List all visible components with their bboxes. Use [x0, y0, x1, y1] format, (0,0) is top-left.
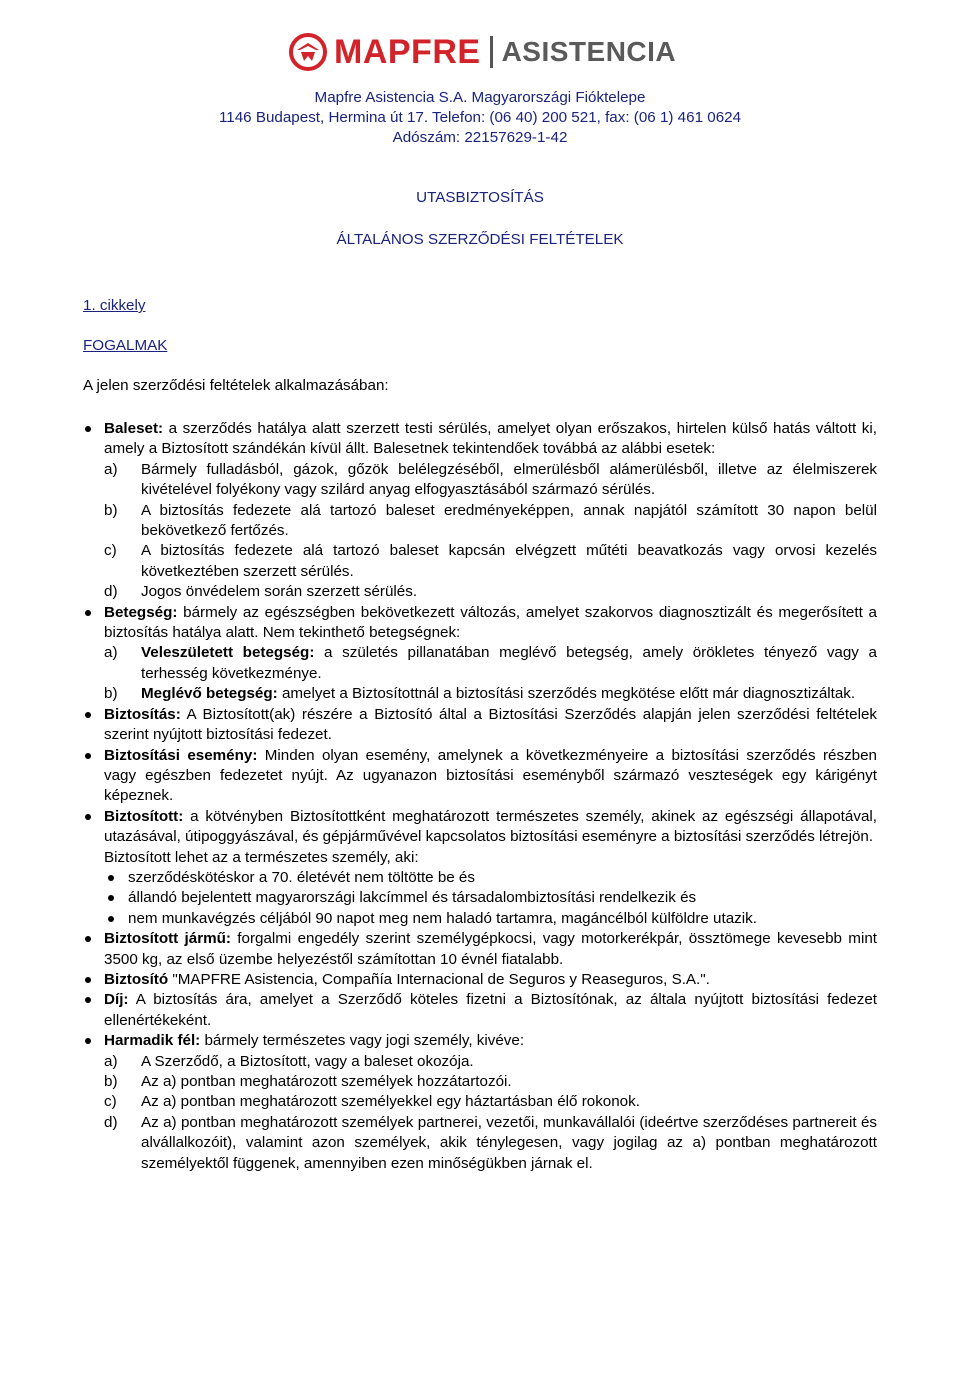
item-label: a)	[104, 644, 118, 662]
item-label: a)	[104, 1052, 118, 1070]
intro-text: A jelen szerződési feltételek alkalmazásában:	[83, 377, 389, 394]
item-label: c)	[104, 1093, 117, 1111]
list-item	[83, 1092, 877, 1112]
list-item	[83, 684, 877, 704]
definition-extra: Biztosított lehet az a természetes személy, aki:	[104, 848, 419, 866]
list-item	[83, 1052, 877, 1072]
mapfre-emblem-icon	[288, 32, 328, 72]
definition-biztositott	[83, 807, 877, 848]
item-term: Veleszületett betegség:	[141, 644, 315, 662]
definition-biztositas	[83, 705, 877, 746]
item-text: amelyet a Biztosítottnál a biztosítási szerződés megkötése előtt már diagnosztizáltak.	[277, 685, 856, 703]
definition-biztosito	[83, 970, 877, 990]
definition-dij	[83, 990, 877, 1031]
definition-text: A biztosítás ára, amelyet a Szerződő köteles fizetni a Biztosítónak, az általa nyújtott biztosítási fedezet ellenértékeként.	[104, 991, 877, 1029]
definition-term: Biztosítás:	[104, 705, 181, 723]
definition-term: Baleset:	[104, 420, 164, 437]
item-text: A biztosítás fedezete alá tartozó baleset eredményeképpen, annak napjától számított 30 napon belül bekövetkező fertőzés.	[141, 501, 877, 540]
definition-text: bármely az egészségben bekövetkezett változás, amelyet szakorvos diagnosztizált és megerősített a biztosítás hatálya alatt. Nem tekinthető betegségnek:	[104, 603, 877, 642]
item-label: d)	[104, 1113, 118, 1131]
definition-harmadik-fel	[83, 1031, 877, 1051]
item-label: b)	[104, 501, 118, 519]
item-text: A Szerződő, a Biztosított, vagy a baleset okozója.	[141, 1052, 474, 1070]
logo-division: ASISTENCIA	[501, 36, 677, 67]
list-item	[83, 460, 877, 501]
definition-betegseg	[83, 603, 877, 644]
definitions-list	[83, 419, 877, 1174]
definition-term: Harmadik fél:	[104, 1032, 201, 1050]
definition-text: A Biztosított(ak) részére a Biztosító által a Biztosítási Szerződés alapján jelen szerződési feltételek szerint nyújtott biztosítási fedezet.	[104, 705, 877, 744]
definition-text: a szerződés hatálya alatt szerzett testi sérülés, amelyet olyan erőszakos, hirtelen külső hatás váltott ki, amely a Biztosított szándékán kívül állt. Balesetnek tekintendőek továbbá az alábbi esetek:	[104, 420, 877, 458]
list-item	[83, 582, 877, 602]
item-text: Bármely fulladásból, gázok, gőzök belélegzéséből, elmerülésből alámerülésből, illetve az élelmiszerek kivételével folyékony vagy szilárd anyag elfogyasztásából származó sérülés.	[141, 460, 877, 499]
list-item: szerződéskötéskor a 70. életévét nem töltötte be és	[83, 868, 877, 888]
list-item	[83, 1113, 877, 1174]
mapfre-asistencia-logo	[288, 30, 676, 74]
definition-text: "MAPFRE Asistencia, Compañía Internacional de Seguros y Reaseguros, S.A.".	[168, 970, 710, 988]
item-text: Jogos önvédelem során szerzett sérülés.	[141, 583, 418, 601]
definition-term: Betegség:	[104, 603, 178, 621]
item-label: d)	[104, 583, 118, 601]
item-label: b)	[104, 685, 118, 703]
definition-biztositott-jarmu	[83, 929, 877, 970]
document-title: UTASBIZTOSÍTÁS	[416, 189, 544, 206]
item-text: A biztosítás fedezete alá tartozó baleset kapcsán elvégzett műtéti beavatkozás vagy orvosi kezelés következtében szerzett sérülés.	[141, 542, 877, 580]
logo-divider	[490, 36, 493, 68]
definition-text: forgalmi engedély szerint személygépkocsi, vagy motorkerékpár, össztömege kevesebb mint 3500 kg, az első üzembe helyezéstől számítottan 10 évnél fiatalabb.	[104, 930, 877, 968]
definition-term: Biztosított:	[104, 807, 184, 825]
logo-brand: MAPFRE	[334, 33, 481, 71]
company-taxid: Adószám: 22157629-1-42	[392, 129, 568, 146]
item-text: Az a) pontban meghatározott személyek partnerei, vezetői, munkavállalói (ideértve szerződéses partnereit és alvállalkozóit), valamint azon személyek, akik ténylegesen, vagy jogilag az a) pontban meghatározott személyektől függenek, amennyiben ezen minőségükben járnak el.	[141, 1113, 877, 1172]
company-address: 1146 Budapest, Hermina út 17. Telefon: (06 40) 200 521, fax: (06 1) 461 0624	[218, 109, 742, 126]
item-label: b)	[104, 1073, 118, 1090]
list-item	[83, 541, 877, 582]
company-info	[0, 88, 960, 148]
list-item: állandó bejelentett magyarországi lakcímmel és társadalombiztosítási rendelkezik és	[83, 888, 877, 908]
item-text: Az a) pontban meghatározott személyekkel egy háztartásban élő rokonok.	[141, 1093, 640, 1111]
list-item	[83, 643, 877, 684]
item-text: Az a) pontban meghatározott személyek hozzátartozói.	[141, 1073, 512, 1090]
list-item	[83, 1072, 877, 1092]
definition-term: Díj:	[104, 991, 129, 1009]
list-item	[83, 501, 877, 542]
document-subtitle: ÁLTALÁNOS SZERZŐDÉSI FELTÉTELEK	[336, 231, 624, 248]
definition-term: Biztosító	[104, 970, 169, 988]
definition-text: a kötvényben Biztosítottként meghatározott természetes személy, akinek az egészségi állapotával, utazásával, útipoggyászával, és gépjárművével kapcsolatos biztosítási eseményre a biztosítási szerződés létrejön.	[104, 807, 877, 846]
article-heading: 1. cikkely	[83, 297, 146, 314]
item-term: Meglévő betegség:	[141, 685, 278, 703]
section-heading: FOGALMAK	[83, 337, 168, 354]
definition-baleset	[83, 419, 877, 460]
definition-term: Biztosítási esemény:	[104, 746, 258, 764]
item-text: a születés pillanatában meglévő betegség, amely örökletes tényező vagy a terhesség következménye.	[141, 644, 878, 682]
definition-term: Biztosított jármű:	[104, 930, 231, 948]
definition-text: bármely természetes vagy jogi személy, kivéve:	[200, 1032, 525, 1050]
list-item: nem munkavégzés céljából 90 napot meg nem haladó tartamra, magáncélból külföldre utazik.	[83, 909, 877, 929]
item-label: a)	[104, 460, 118, 478]
item-label: c)	[104, 542, 117, 560]
definition-biztositasi-esemeny	[83, 746, 877, 807]
company-name: Mapfre Asistencia S.A. Magyarországi Fióktelepe	[314, 89, 646, 106]
definition-text: Minden olyan esemény, amelynek a következményeire a biztosítási szerződés részben vagy egészben fedezetet nyújt. Az ugyanazon biztosítási eseményből származó veszteségek egy kárigényt képeznek.	[104, 746, 877, 805]
